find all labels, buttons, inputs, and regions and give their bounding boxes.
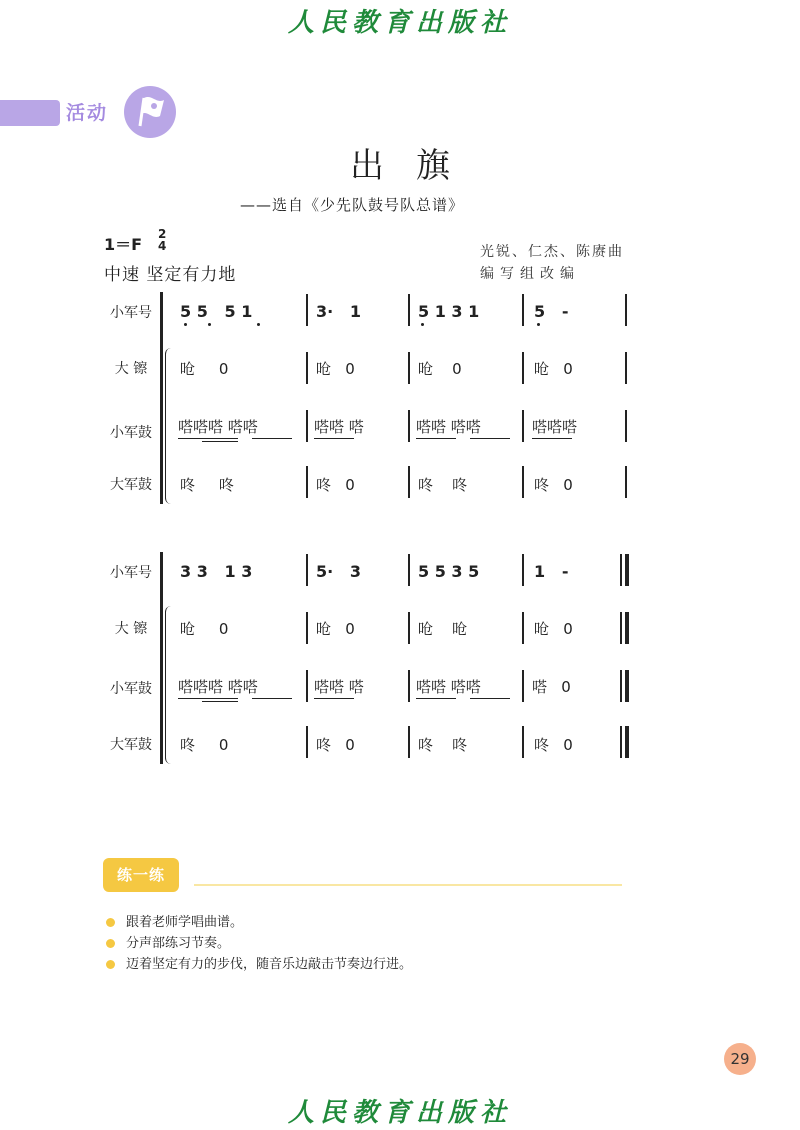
percussion-brace bbox=[165, 606, 172, 764]
cymbal-measure: 呛 0 bbox=[418, 360, 462, 378]
snare-measure: 嗒 0 bbox=[532, 678, 571, 696]
snare-measure: 嗒嗒 嗒嗒 bbox=[416, 678, 481, 696]
cymbal-measure: 呛 0 bbox=[180, 620, 229, 638]
bass-drum-measure: 咚 0 bbox=[534, 736, 573, 754]
arranger-credit: 编写组改编 bbox=[480, 266, 580, 282]
practice-list bbox=[104, 912, 412, 975]
activity-bar bbox=[0, 100, 60, 126]
time-signature: 2 4 bbox=[158, 227, 167, 253]
publisher-header: 人民教育出版社 bbox=[287, 8, 512, 38]
bugle-measure: 5 5 5 1 bbox=[180, 302, 253, 321]
list-item: 迈着坚定有力的步伐，随音乐边敲击节奏边行进。 bbox=[104, 954, 412, 975]
list-item: 分声部练习节奏。 bbox=[104, 933, 412, 954]
bugle-measure: 3· 1 bbox=[316, 302, 362, 321]
snare-measure: 嗒嗒 嗒嗒 bbox=[416, 418, 481, 436]
composer-credit: 光锐、仁杰、陈赓曲 bbox=[480, 244, 624, 260]
snare-measure: 嗒嗒 嗒 bbox=[314, 678, 364, 696]
snare-measure: 嗒嗒嗒 嗒嗒 bbox=[178, 418, 258, 436]
bass-drum-measure: 咚 咚 bbox=[418, 476, 468, 494]
tempo-marking: 中速 坚定有力地 bbox=[104, 265, 237, 285]
flag-icon bbox=[124, 86, 176, 138]
cymbal-measure: 呛 0 bbox=[316, 620, 355, 638]
bass-drum-measure: 咚 0 bbox=[316, 476, 355, 494]
bass-drum-measure: 咚 0 bbox=[180, 736, 229, 754]
part-label: 小军号 bbox=[110, 305, 152, 321]
percussion-brace bbox=[165, 348, 172, 504]
cymbal-measure: 呛 呛 bbox=[418, 620, 468, 638]
system-bracket bbox=[160, 552, 163, 764]
bugle-measure: 5 5 3 5 bbox=[418, 562, 480, 581]
cymbal-measure: 呛 0 bbox=[180, 360, 229, 378]
cymbal-measure: 呛 0 bbox=[534, 360, 573, 378]
song-title: 出旗 bbox=[350, 146, 482, 186]
part-label: 大 镲 bbox=[114, 621, 148, 637]
cymbal-measure: 呛 0 bbox=[316, 360, 355, 378]
snare-measure: 嗒嗒 嗒 bbox=[314, 418, 364, 436]
publisher-footer: 人民教育出版社 bbox=[287, 1098, 512, 1128]
system-bracket bbox=[160, 292, 163, 504]
part-label: 小军鼓 bbox=[110, 425, 152, 441]
bugle-measure: 5 1 3 1 bbox=[418, 302, 480, 321]
cymbal-measure: 呛 0 bbox=[534, 620, 573, 638]
list-item: 跟着老师学唱曲谱。 bbox=[104, 912, 412, 933]
snare-measure: 嗒嗒嗒 嗒嗒 bbox=[178, 678, 258, 696]
part-label: 大军鼓 bbox=[110, 477, 152, 493]
page-number: 29 bbox=[724, 1043, 756, 1075]
bass-drum-measure: 咚 0 bbox=[316, 736, 355, 754]
bugle-measure: 3 3 1 3 bbox=[180, 562, 253, 581]
bugle-measure: 5· 3 bbox=[316, 562, 362, 581]
bugle-measure: 1 - bbox=[534, 562, 569, 581]
bass-drum-measure: 咚 咚 bbox=[180, 476, 234, 494]
section-divider bbox=[194, 884, 622, 886]
snare-measure: 嗒嗒嗒 bbox=[532, 418, 578, 436]
key-signature: 1＝F bbox=[104, 235, 143, 254]
bugle-measure: 5 - bbox=[534, 302, 569, 321]
bass-drum-measure: 咚 咚 bbox=[418, 736, 468, 754]
activity-label: 活动 bbox=[66, 102, 109, 124]
bass-drum-measure: 咚 0 bbox=[534, 476, 573, 494]
part-label: 小军号 bbox=[110, 565, 152, 581]
part-label: 大 镲 bbox=[114, 361, 148, 377]
part-label: 大军鼓 bbox=[110, 737, 152, 753]
practice-label: 练一练 bbox=[103, 858, 179, 892]
part-label: 小军鼓 bbox=[110, 681, 152, 697]
song-source: ——选自《少先队鼓号队总谱》 bbox=[240, 196, 465, 214]
